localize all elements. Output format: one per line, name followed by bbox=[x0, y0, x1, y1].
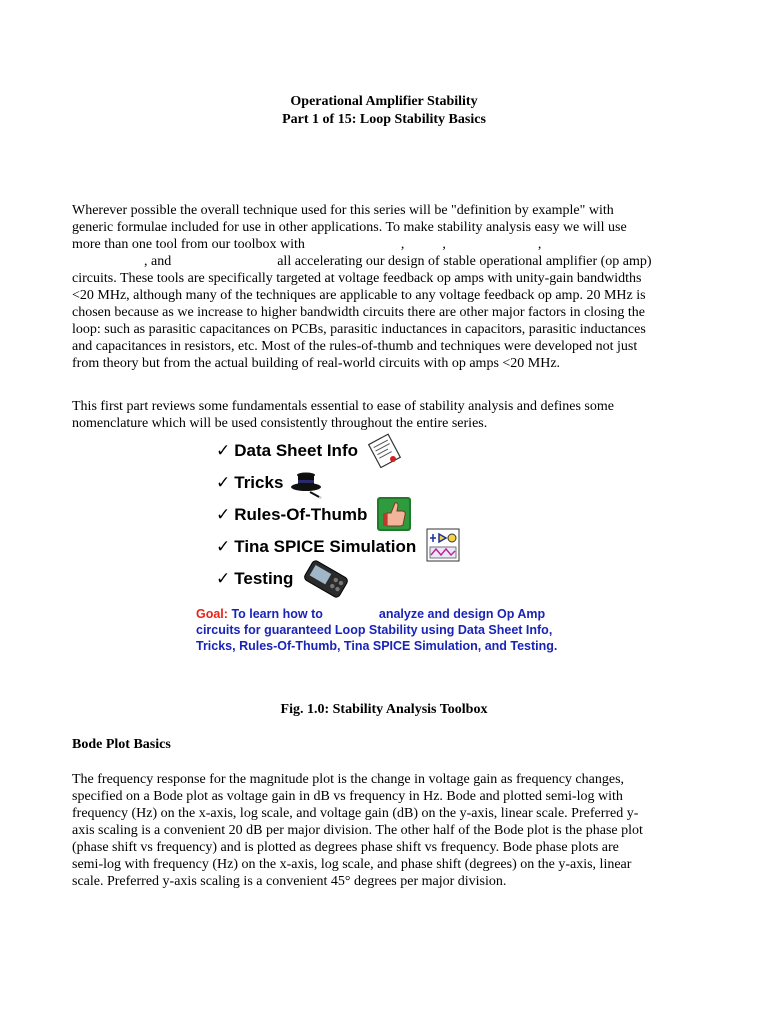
intro-line: Wherever possible the overall technique used for this series will be "definition by example" with bbox=[72, 203, 614, 218]
intro-line: loop: such as parasitic capacitances on PCBs, parasitic inductances in capacitors, parasitic inductances bbox=[72, 322, 646, 337]
toolbox-item-label: Testing bbox=[234, 569, 294, 588]
toolbox-item-label: Rules-Of-Thumb bbox=[234, 505, 368, 524]
datasheet-icon bbox=[366, 432, 402, 468]
toolbox-item-testing bbox=[216, 564, 293, 594]
bode-line: axis scaling is a convenient 20 dB per major division. The other half of the Bode plot is the phase plot bbox=[72, 823, 643, 838]
toolbox-item-data-sheet-info bbox=[216, 436, 358, 466]
intro-line: chosen because as we increase to higher bandwidth circuits there are other major factors in closing the bbox=[72, 305, 646, 320]
spice-simulation-icon bbox=[426, 528, 460, 562]
check-mark: ✓ bbox=[216, 537, 231, 556]
figure-caption: Fig. 1.0: Stability Analysis Toolbox bbox=[280, 702, 488, 717]
toolbox-item-label: Tina SPICE Simulation bbox=[234, 537, 417, 556]
toolbox-item-rules-of-thumb bbox=[216, 500, 367, 530]
bode-line: The frequency response for the magnitude plot is the change in voltage gain as frequency changes, bbox=[72, 772, 625, 787]
intro-line: circuits. These tools are specifically targeted at voltage feedback op amps with unity-gain bandwidths bbox=[72, 271, 642, 286]
toolbox-item-label: Data Sheet Info bbox=[234, 441, 358, 460]
intro-paragraph bbox=[72, 202, 696, 372]
toolbox-item-tina-spice-simulation bbox=[216, 532, 416, 562]
intro-line: from theory but from the actual building of real-world circuits with op amps <20 MHz. bbox=[72, 356, 561, 371]
intro-line: more than one tool from our toolbox with , , , bbox=[72, 237, 542, 252]
document-title: Operational Amplifier Stability bbox=[290, 94, 478, 109]
check-mark: ✓ bbox=[216, 569, 231, 588]
intro-line: , and all accelerating our design of stable operational amplifier (op amp) bbox=[144, 254, 652, 269]
bode-line: specified on a Bode plot as voltage gain in dB vs frequency in Hz. Bode and plotted semi-log with bbox=[72, 789, 623, 804]
bode-line: frequency (Hz) on the x-axis, log scale, and voltage gain (dB) on the y-axis, linear scale. Preferred y- bbox=[72, 806, 639, 821]
goal-label: Goal: bbox=[196, 607, 228, 621]
check-mark: ✓ bbox=[216, 473, 231, 492]
part-intro-line: nomenclature which will be used consistently throughout the entire series. bbox=[72, 416, 488, 431]
bode-line: (phase shift vs frequency) and is plotted as degrees phase shift vs frequency. Bode phase plots are bbox=[72, 840, 619, 855]
bode-paragraph bbox=[72, 771, 696, 890]
intro-line: and capacitances in resistors, etc. Most of the rules-of-thumb and techniques were developed not just bbox=[72, 339, 638, 354]
bode-line: scale. Preferred y-axis scaling is a convenient 45° degrees per major division. bbox=[72, 874, 507, 889]
check-mark: ✓ bbox=[216, 441, 231, 460]
bode-line: semi-log with frequency (Hz) on the x-axis, log scale, and phase shift (degrees) on the y-axis, linear bbox=[72, 857, 632, 872]
intro-line: generic formulae included for use in other applications. To make stability analysis easy we will use bbox=[72, 220, 627, 235]
document-subtitle: Part 1 of 15: Loop Stability Basics bbox=[282, 112, 486, 127]
goal-statement: Goal: To learn how to analyze and design Op Amp circuits for guaranteed Loop Stability using Data Sheet Info, Tricks, Rules-Of-Thumb, Tina SPICE Simulation, and Testing. bbox=[196, 607, 558, 653]
section-heading: Bode Plot Basics bbox=[72, 737, 171, 752]
intro-line: <20 MHz, although many of the techniques are applicable to any voltage feedback op amp. 20 MHz is bbox=[72, 288, 646, 303]
test-instrument-icon bbox=[300, 560, 352, 598]
part-intro-paragraph bbox=[72, 398, 696, 432]
toolbox-item-tricks bbox=[216, 468, 283, 498]
thumbs-up-icon bbox=[376, 496, 412, 532]
toolbox-item-label: Tricks bbox=[234, 473, 284, 492]
part-intro-line: This first part reviews some fundamentals essential to ease of stability analysis and defines some bbox=[72, 399, 614, 414]
check-mark: ✓ bbox=[216, 505, 231, 524]
magic-hat-icon bbox=[290, 464, 324, 500]
stability-toolbox-figure bbox=[216, 436, 476, 596]
